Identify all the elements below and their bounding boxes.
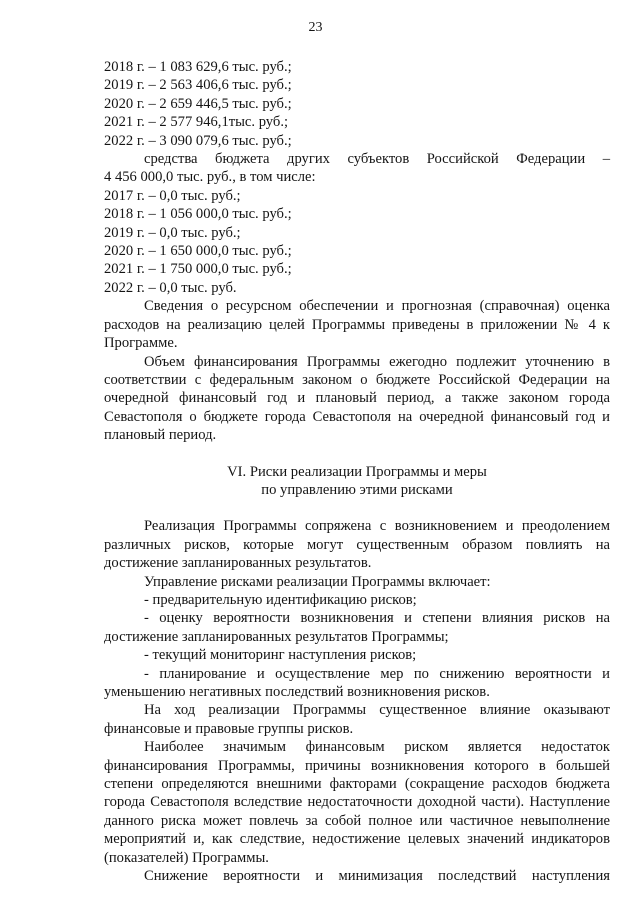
list-item: - планирование и осуществление мер по снижению вероятности и уменьшению негативных последствий возникновения рисков. [104, 665, 610, 700]
paragraph-resources: Сведения о ресурсном обеспечении и прогнозная (справочная) оценка расходов на реализацию целей Программы приведены в приложении № 4 к Программе. [104, 298, 610, 352]
section-heading [104, 463, 610, 500]
budget-year-line: 2018 г. – 1 083 629,6 тыс. руб.; [104, 59, 292, 75]
budget-year-line: 2020 г. – 1 650 000,0 тыс. руб.; [104, 243, 292, 260]
budget-year-line: 2021 г. – 2 577 946,1тыс. руб.; [104, 114, 289, 131]
budget-year-line: 2020 г. – 2 659 446,5 тыс. руб.; [104, 95, 292, 112]
budget-year-line: 2019 г. – 2 563 406,6 тыс. руб.; [104, 77, 292, 94]
other-subjects-budget-list [104, 187, 610, 297]
budget-year-line: 2017 г. – 0,0 тыс. руб.; [104, 187, 241, 204]
regional-budget-list [104, 58, 610, 150]
budget-year-line: 2019 г. – 0,0 тыс. руб.; [104, 224, 241, 241]
paragraph-risk-impact: На ход реализации Программы существенное влияние оказывают финансовые и правовые группы рисков. [104, 702, 610, 737]
list-item: - оценку вероятности возникновения и степени влияния рисков на достижение запланированных результатов Программы; [104, 610, 610, 645]
section-heading-line1: VI. Риски реализации Программы и меры [227, 463, 487, 480]
budget-year-line: 2021 г. – 1 750 000,0 тыс. руб.; [104, 261, 292, 278]
paragraph-financial-risk: Наиболее значимым финансовым риском является недостаток финансирования Программы, причины возникновения которого в большей степени определяются внешними факторами (сокращение расходов бюджета города Севастополя вследствие недостаточности доходной части). Наступление данного риска может повлечь за собой полное или частичное невыполнение мероприятий и, как следствие, недостижение целевых значений индикаторов (показателей) Программы. [104, 739, 610, 866]
budget-year-line: 2018 г. – 1 056 000,0 тыс. руб.; [104, 206, 292, 223]
other-subjects-intro-line1: средства бюджета других субъектов Российской Федерации – [144, 151, 610, 168]
document-body [104, 58, 610, 885]
paragraph-financing-volume: Объем финансирования Программы ежегодно подлежит уточнению в соответствии с федеральным законом о бюджете Российской Федерации на очередной финансовый год и плановый период, а также законом города Севастополя о бюджете города Севастополя на очередной финансовый год и плановый период. [104, 353, 610, 444]
page-number: 23 [308, 20, 323, 35]
paragraph-risk-reduction: Снижение вероятности и минимизация последствий наступления [144, 868, 610, 885]
paragraph-risk-management: Управление рисками реализации Программы включает: [144, 573, 491, 590]
other-subjects-intro-line2: 4 456 000,0 тыс. руб., в том числе: [104, 169, 316, 186]
budget-year-line: 2022 г. – 0,0 тыс. руб. [104, 279, 237, 296]
list-item: - предварительную идентификацию рисков; [144, 591, 417, 608]
risk-management-list [104, 591, 610, 701]
section-heading-line2: по управлению этими рисками [261, 481, 453, 498]
budget-year-line: 2022 г. – 3 090 079,6 тыс. руб.; [104, 132, 292, 149]
list-item: - текущий мониторинг наступления рисков; [144, 647, 417, 664]
paragraph-risks-intro: Реализация Программы сопряжена с возникновением и преодолением различных рисков, которые могут существенным образом повлиять на достижение запланированных результатов. [104, 518, 610, 572]
